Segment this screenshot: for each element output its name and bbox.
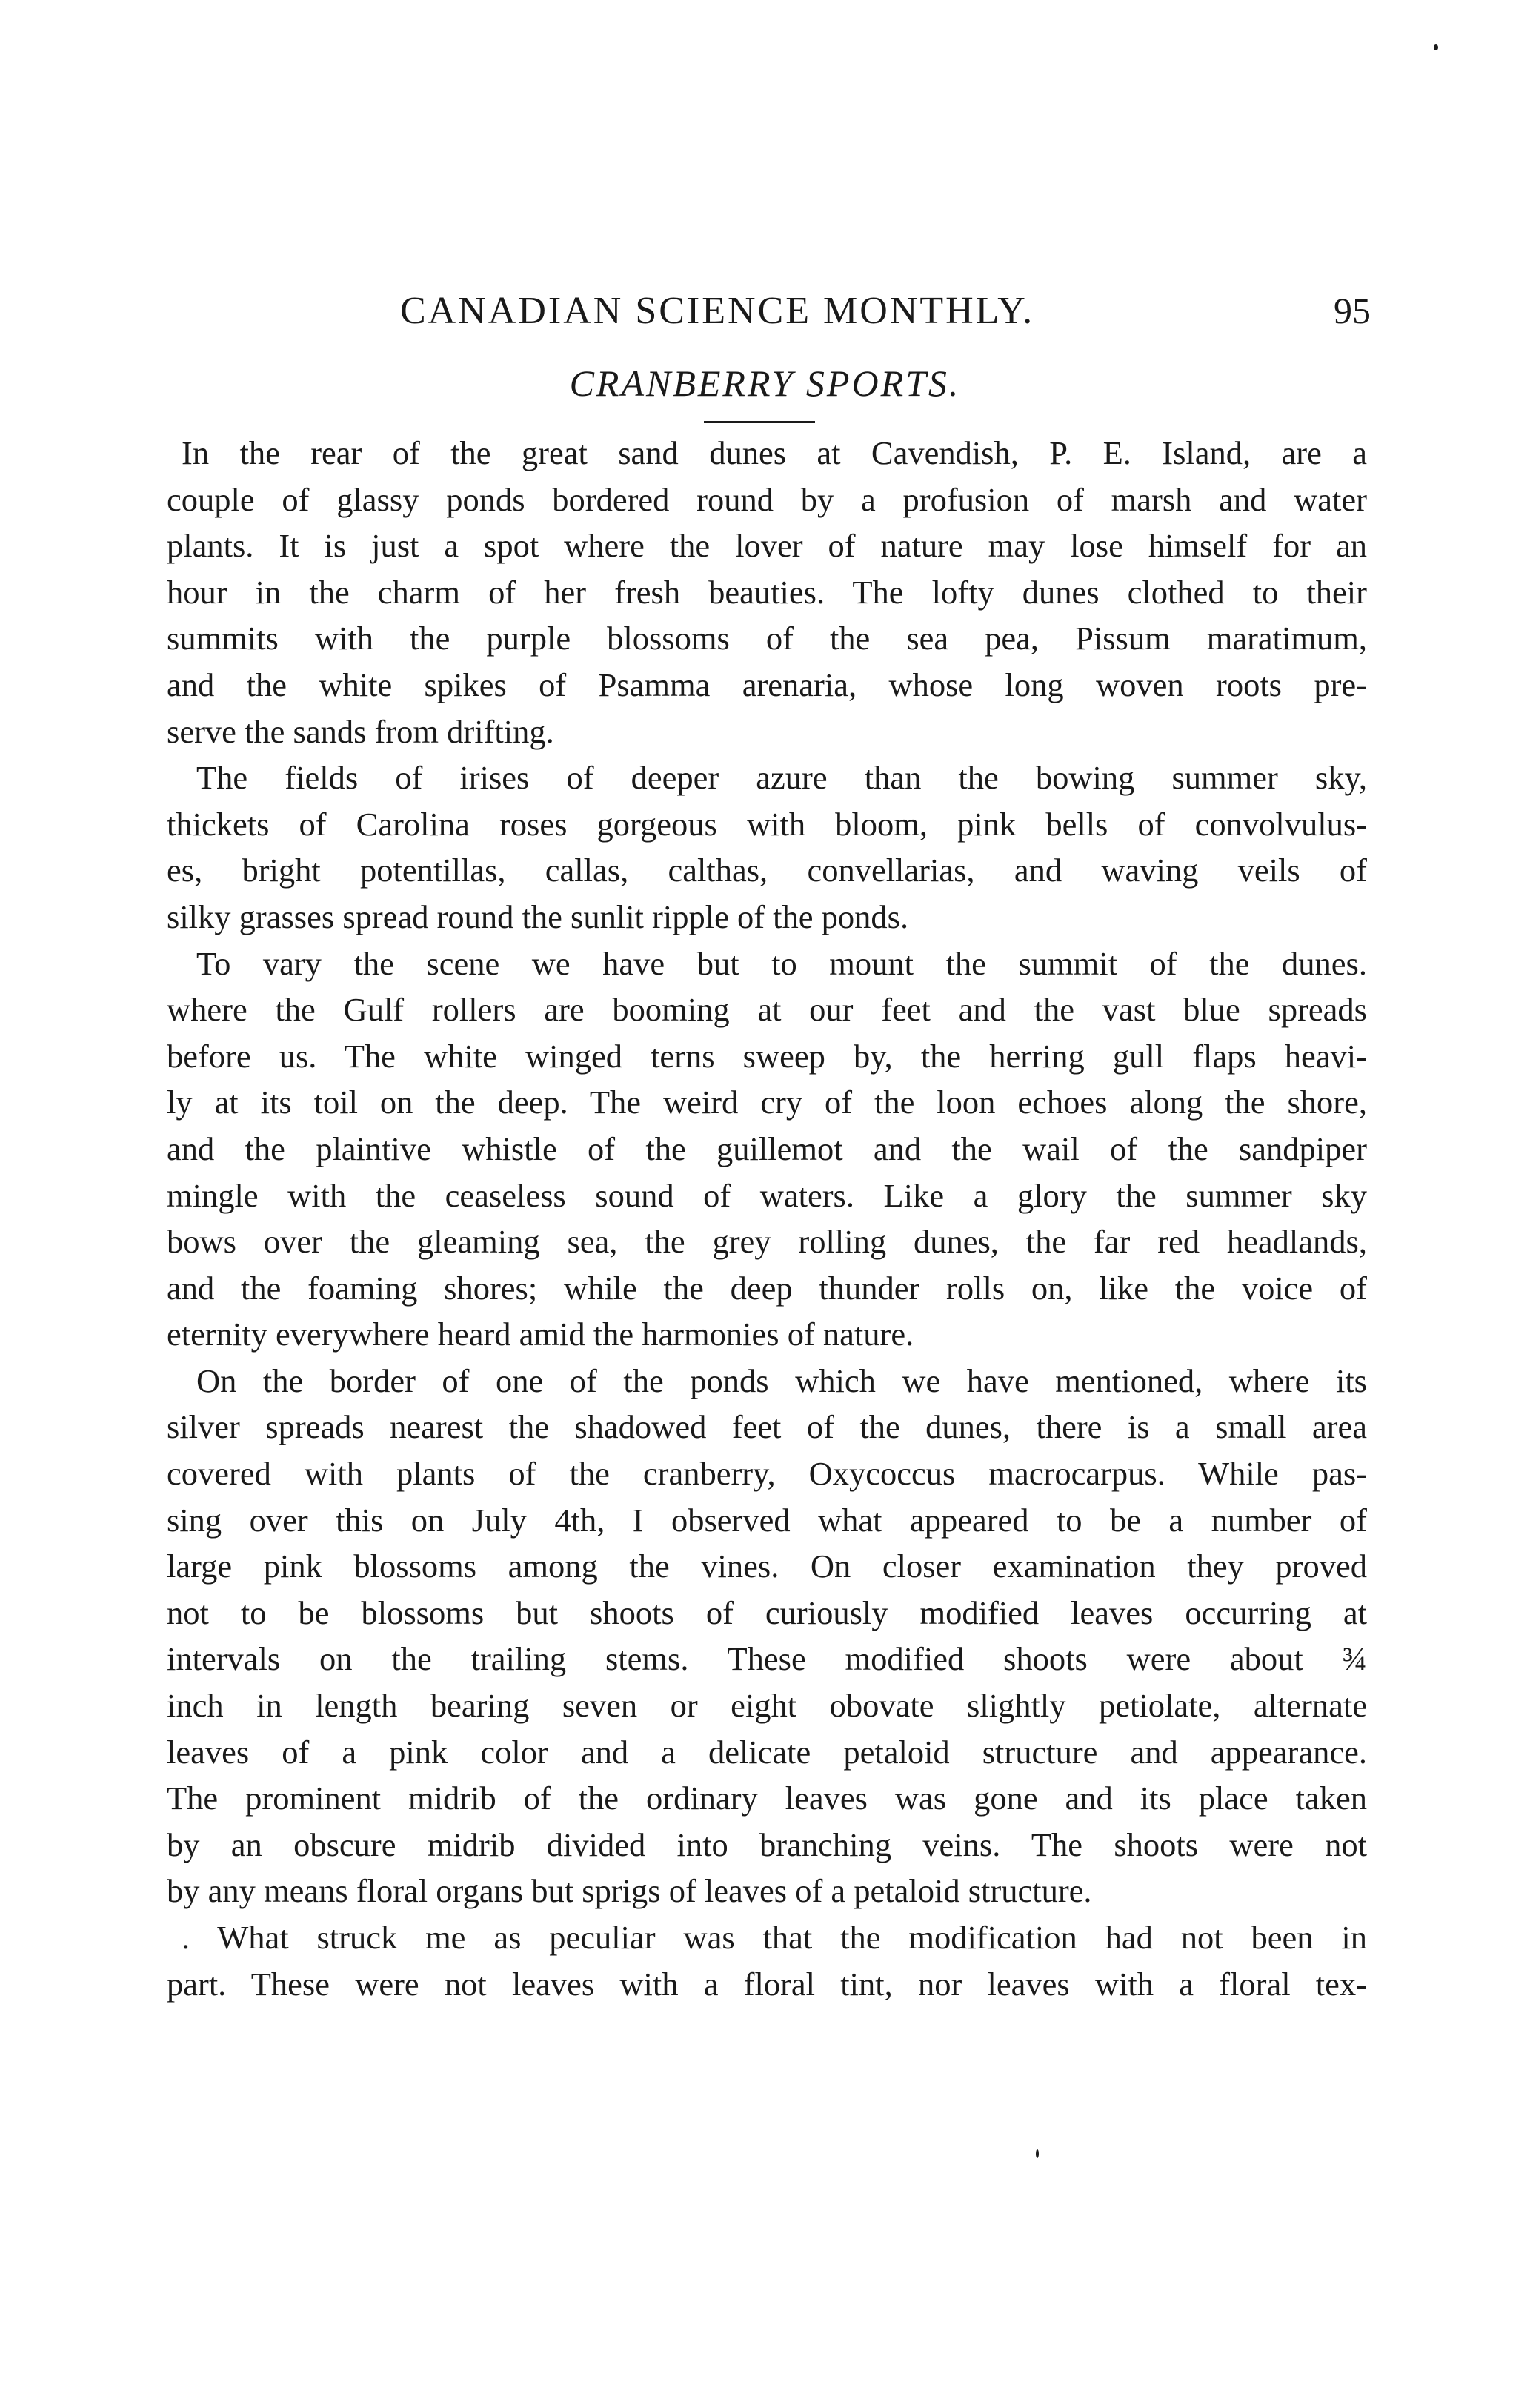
article-title: CRANBERRY SPORTS. [569, 362, 961, 404]
text-line: where the Gulf rollers are booming at our feet and the vast blue spreads [167, 991, 1367, 1029]
text-line: silver spreads nearest the shadowed feet of the dunes, there is a small area [167, 1408, 1367, 1446]
text-line: by an obscure midrib divided into branching veins. The shoots were not [167, 1825, 1367, 1863]
text-line: covered with plants of the cranberry, Oxycoccus macrocarpus. While pas- [167, 1455, 1367, 1493]
text-line: To vary the scene we have but to mount the summit of the dunes. [196, 944, 1367, 982]
text-line: bows over the gleaming sea, the grey rolling dunes, the far red headlands, [167, 1223, 1367, 1261]
text-line: eternity everywhere heard amid the harmonies of nature. [167, 1316, 914, 1353]
title-rule [704, 421, 815, 423]
text-line: . What struck me as peculiar was that the modification had not been in [182, 1919, 1367, 1956]
running-head [400, 289, 1371, 341]
page-number: 95 [1334, 290, 1371, 331]
text-line: In the rear of the great sand dunes at Cavendish, P. E. Island, are a [182, 434, 1367, 471]
text-line: mingle with the ceaseless sound of waters. Like a glory the summer sky [167, 1176, 1367, 1214]
text-line: sing over this on July 4th, I observed what appeared to be a number of [167, 1501, 1367, 1539]
paragraph-1 [167, 430, 1367, 754]
text-line: The prominent midrib of the ordinary leaves was gone and its place taken [167, 1780, 1367, 1817]
text-line: leaves of a pink color and a delicate petaloid structure and appearance. [167, 1733, 1367, 1771]
text-line: The fields of irises of deeper azure than the bowing summer sky, [196, 759, 1367, 797]
text-line: and the foaming shores; while the deep thunder rolls on, like the voice of [167, 1269, 1367, 1307]
text-line: before us. The white winged terns sweep by, the herring gull flaps heavi- [167, 1037, 1367, 1075]
text-line: silky grasses spread round the sunlit ripple of the ponds. [167, 898, 909, 935]
text-line: summits with the purple blossoms of the sea pea, Pissum maratimum, [167, 620, 1367, 657]
text-line: and the white spikes of Psamma arenaria, whose long woven roots pre- [167, 666, 1367, 703]
paragraph-2 [167, 754, 1367, 940]
stray-ink-mark [1434, 44, 1438, 50]
text-line: large pink blossoms among the vines. On closer examination they proved [167, 1548, 1367, 1585]
text-line: by any means floral organs but sprigs of leaves of a petaloid structure. [167, 1872, 1092, 1910]
text-line: part. These were not leaves with a floral tint, nor leaves with a floral tex- [167, 1965, 1367, 2003]
paragraph-4 [167, 1358, 1367, 1914]
text-line: not to be blossoms but shoots of curiously modified leaves occurring at [167, 1593, 1367, 1631]
text-line: intervals on the trailing stems. These modified shoots were about ¾ [167, 1640, 1367, 1678]
text-line: and the plaintive whistle of the guillemot and the wail of the sandpiper [167, 1130, 1367, 1167]
journal-name: CANADIAN SCIENCE MONTHLY. [400, 290, 1035, 332]
text-line: thickets of Carolina roses gorgeous with bloom, pink bells of convolvulus- [167, 805, 1367, 843]
text-line: hour in the charm of her fresh beauties. The lofty dunes clothed to their [167, 573, 1367, 611]
text-line: es, bright potentillas, callas, calthas, convellarias, and waving veils of [167, 852, 1367, 889]
paragraph-3 [167, 941, 1367, 1358]
stray-ink-mark [1036, 2149, 1039, 2158]
text-line: inch in length bearing seven or eight obovate slightly petiolate, alternate [167, 1687, 1367, 1725]
text-line: serve the sands from drifting. [167, 712, 554, 750]
text-line: On the border of one of the ponds which we have mentioned, where its [196, 1361, 1367, 1399]
paragraph-5 [167, 1914, 1367, 2007]
text-line: couple of glassy ponds bordered round by a profusion of marsh and water [167, 480, 1367, 518]
text-line: ly at its toil on the deep. The weird cry of the loon echoes along the shore, [167, 1084, 1367, 1121]
text-line: plants. It is just a spot where the lover of nature may lose himself for an [167, 527, 1367, 565]
article-body [167, 430, 1367, 2007]
